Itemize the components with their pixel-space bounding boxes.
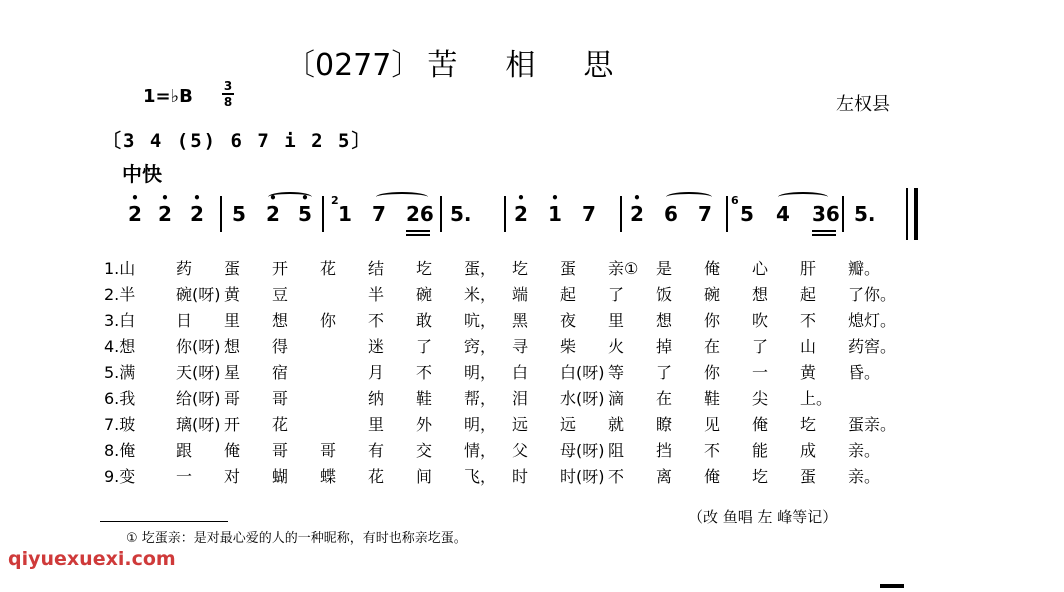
- lyric-syllable: 花: [368, 467, 385, 486]
- lyric-syllable: 4.想: [104, 337, 136, 356]
- lyric-syllable: 水(呀): [560, 389, 605, 408]
- lyric-syllable: 柴: [560, 337, 577, 356]
- lyric-syllable: 圪: [752, 467, 769, 486]
- lyric-syllable: 宿: [272, 363, 289, 382]
- note: 36: [812, 202, 840, 226]
- lyric-syllable: 想: [272, 311, 289, 330]
- lyric-syllable: 帮，: [464, 389, 497, 408]
- lyric-syllable: 想: [752, 285, 769, 304]
- note: 26: [406, 202, 434, 226]
- lyric-syllable: 端: [512, 285, 529, 304]
- lyric-syllable: 花: [320, 259, 337, 278]
- lyric-syllable: 火: [608, 337, 625, 356]
- lyric-syllable: 5.满: [104, 363, 136, 382]
- lyric-syllable: 在: [704, 337, 721, 356]
- lyric-syllable: 里: [224, 311, 241, 330]
- lyric-syllable: 开: [224, 415, 241, 434]
- lyric-syllable: 起: [800, 285, 817, 304]
- lyric-syllable: 月: [368, 363, 385, 382]
- lyric-syllable: 一: [752, 363, 769, 382]
- grace-note: 2: [331, 194, 339, 207]
- lyric-syllable: 想: [224, 337, 241, 356]
- final-barline: [906, 188, 908, 240]
- lyric-syllable: 滴: [608, 389, 625, 408]
- lyric-syllable: 结: [368, 259, 385, 278]
- lyric-syllable: 窖。: [864, 337, 897, 356]
- note: 5: [740, 202, 754, 226]
- lyric-syllable: 吭，: [464, 311, 497, 330]
- lyric-syllable: 黄: [224, 285, 241, 304]
- lyric-syllable: 窍，: [464, 337, 497, 356]
- note: 7: [582, 202, 596, 226]
- lyric-syllable: 远: [560, 415, 577, 434]
- lyric-syllable: 一: [176, 467, 193, 486]
- lyric-syllable: 肝: [800, 259, 817, 278]
- lyric-syllable: 哥: [320, 441, 337, 460]
- lyric-syllable: 你(呀): [176, 337, 221, 356]
- lyric-syllable: 蝶: [320, 467, 337, 486]
- lyric-syllable: 鞋: [416, 389, 433, 408]
- lyric-syllable: 天(呀): [176, 363, 221, 382]
- lyric-syllable: 离: [656, 467, 673, 486]
- footnote: ① 圪蛋亲：是对最心爱的人的一种昵称，有时也称亲圪蛋。: [126, 531, 467, 546]
- barline: [504, 196, 506, 232]
- lyric-syllable: 了: [848, 285, 865, 304]
- lyric-syllable: 瞭: [656, 415, 673, 434]
- intro-phrase: 〔3 4 (5) 6 7 i 2 5〕: [102, 130, 373, 152]
- tempo-marking: 中快: [122, 162, 162, 186]
- lyric-syllable: 鞋: [704, 389, 721, 408]
- duration-underline: [812, 234, 836, 236]
- lyric-syllable: 不: [416, 363, 433, 382]
- lyric-syllable: 哥: [272, 441, 289, 460]
- lyric-syllable: 山: [800, 337, 817, 356]
- lyric-syllable: 2.半: [104, 285, 136, 304]
- lyric-syllable: 瓣。: [848, 259, 881, 278]
- tie: [666, 192, 712, 202]
- barline: [726, 196, 728, 232]
- lyric-syllable: 蛋: [800, 467, 817, 486]
- lyric-syllable: 跟: [176, 441, 193, 460]
- note: 2 •: [266, 191, 280, 226]
- song-title: [285, 40, 661, 84]
- barline: [842, 196, 844, 232]
- lyric-syllable: 你: [704, 363, 721, 382]
- lyric-syllable: 不: [608, 467, 625, 486]
- lyric-syllable: 花: [272, 415, 289, 434]
- lyric-syllable: 夜: [560, 311, 577, 330]
- lyric-syllable: 吹: [752, 311, 769, 330]
- lyric-syllable: 挡: [656, 441, 673, 460]
- lyric-syllable: 日: [176, 311, 193, 330]
- lyric-syllable: 敢: [416, 311, 433, 330]
- note: 1: [338, 202, 352, 226]
- duration-underline: [812, 230, 836, 232]
- lyric-syllable: 亲。: [848, 441, 881, 460]
- lyric-syllable: 等: [608, 363, 625, 382]
- lyric-syllable: 尖: [752, 389, 769, 408]
- site-watermark: qiyuexuexi.com: [8, 548, 176, 570]
- lyric-syllable: 俺: [752, 415, 769, 434]
- lyric-syllable: 想: [656, 311, 673, 330]
- lyric-syllable: 1.山: [104, 259, 136, 278]
- lyric-syllable: 药: [848, 337, 865, 356]
- lyric-syllable: 璃(呀): [176, 415, 221, 434]
- lyric-syllable: 圪: [512, 259, 529, 278]
- lyric-syllable: 对: [224, 467, 241, 486]
- lyric-syllable: 熄: [848, 311, 865, 330]
- page-number-fragment: [880, 584, 904, 588]
- title-char-3: 思: [583, 48, 614, 83]
- lyric-syllable: 碗: [704, 285, 721, 304]
- lyric-syllable: 豆: [272, 285, 289, 304]
- lyric-syllable: 黄: [800, 363, 817, 382]
- lyric-syllable: 见: [704, 415, 721, 434]
- lyric-syllable: 蛋: [848, 415, 865, 434]
- lyric-syllable: 亲。: [848, 467, 881, 486]
- lyric-syllable: 蛋，: [464, 259, 497, 278]
- lyric-syllable: 泪: [512, 389, 529, 408]
- lyric-syllable: 俺: [704, 259, 721, 278]
- note: 2 •: [158, 191, 172, 226]
- lyric-syllable: 圪: [800, 415, 817, 434]
- credit-line: （改 鱼唱 左 峰等记）: [688, 508, 838, 526]
- lyric-syllable: 灯。: [864, 311, 897, 330]
- lyric-syllable: 不: [368, 311, 385, 330]
- grace-note: 6: [731, 194, 739, 207]
- duration-underline: [406, 234, 430, 236]
- barline: [620, 196, 622, 232]
- lyric-syllable: 不: [800, 311, 817, 330]
- lyric-syllable: 阻: [608, 441, 625, 460]
- lyric-syllable: 了: [656, 363, 673, 382]
- lyric-syllable: 母(呀): [560, 441, 605, 460]
- lyric-syllable: 3.白: [104, 311, 136, 330]
- title-char-2: 相: [505, 48, 536, 83]
- lyric-syllable: 迷: [368, 337, 385, 356]
- lyric-syllable: 9.变: [104, 467, 136, 486]
- lyric-syllable: 6.我: [104, 389, 136, 408]
- lyric-syllable: 昏。: [848, 363, 881, 382]
- lyric-syllable: 黑: [512, 311, 529, 330]
- barline: [440, 196, 442, 232]
- key-signature: 1=♭B: [143, 86, 193, 107]
- note: 6: [664, 202, 678, 226]
- lyric-syllable: 交: [416, 441, 433, 460]
- lyric-syllable: 能: [752, 441, 769, 460]
- lyric-syllable: 蛋: [224, 259, 241, 278]
- note: 7: [372, 202, 386, 226]
- lyric-syllable: 星: [224, 363, 241, 382]
- lyric-syllable: 掉: [656, 337, 673, 356]
- song-number: 〔0277〕: [285, 48, 422, 83]
- note: 5.: [450, 202, 472, 226]
- lyric-syllable: 有: [368, 441, 385, 460]
- lyric-syllable: 了: [416, 337, 433, 356]
- region-label: 左权县: [836, 94, 890, 115]
- final-barline: [914, 188, 918, 240]
- time-signature: [222, 80, 234, 108]
- lyric-syllable: 亲①: [608, 259, 639, 278]
- lyric-syllable: 半: [368, 285, 385, 304]
- lyric-syllable: 米，: [464, 285, 497, 304]
- lyric-syllable: 是: [656, 259, 673, 278]
- lyric-syllable: 间: [416, 467, 433, 486]
- lyric-syllable: 白(呀): [560, 363, 605, 382]
- lyric-syllable: 得: [272, 337, 289, 356]
- title-char-1: 苦: [427, 48, 458, 83]
- barline: [220, 196, 222, 232]
- lyric-syllable: 7.玻: [104, 415, 136, 434]
- lyric-syllable: 起: [560, 285, 577, 304]
- lyric-syllable: 在: [656, 389, 673, 408]
- note: 2 •: [514, 191, 528, 226]
- lyric-syllable: 了: [752, 337, 769, 356]
- lyric-syllable: 碗(呀): [176, 285, 221, 304]
- lyric-syllable: 远: [512, 415, 529, 434]
- lyric-syllable: 蝴: [272, 467, 289, 486]
- lyric-syllable: 亲。: [864, 415, 897, 434]
- lyric-syllable: 哥: [224, 389, 241, 408]
- lyric-syllable: 碗: [416, 285, 433, 304]
- tie: [268, 192, 312, 202]
- lyric-syllable: 心: [752, 259, 769, 278]
- lyric-syllable: 明，: [464, 363, 497, 382]
- lyric-syllable: 圪: [416, 259, 433, 278]
- lyric-syllable: 俺: [704, 467, 721, 486]
- lyric-syllable: 里: [368, 415, 385, 434]
- lyric-syllable: 哥: [272, 389, 289, 408]
- time-signature-top: 3: [223, 79, 233, 93]
- note: 7: [698, 202, 712, 226]
- note: 5: [232, 202, 246, 226]
- lyric-syllable: 你。: [864, 285, 897, 304]
- lyric-syllable: 时: [512, 467, 529, 486]
- note: 2 •: [128, 191, 142, 226]
- lyric-syllable: 就: [608, 415, 625, 434]
- lyric-syllable: 8.俺: [104, 441, 136, 460]
- lyric-syllable: 成: [800, 441, 817, 460]
- time-signature-bottom: 8: [223, 95, 233, 109]
- duration-underline: [406, 230, 430, 232]
- lyric-syllable: 里: [608, 311, 625, 330]
- lyric-syllable: 药: [176, 259, 193, 278]
- lyric-syllable: 不: [704, 441, 721, 460]
- lyric-syllable: 寻: [512, 337, 529, 356]
- note: 4: [776, 202, 790, 226]
- lyric-syllable: 你: [320, 311, 337, 330]
- lyric-syllable: 白: [512, 363, 529, 382]
- lyric-syllable: 外: [416, 415, 433, 434]
- lyric-syllable: 你: [704, 311, 721, 330]
- lyric-syllable: 了: [608, 285, 625, 304]
- note: 5 •: [298, 191, 312, 226]
- lyric-syllable: 情，: [464, 441, 497, 460]
- lyric-syllable: 给(呀): [176, 389, 221, 408]
- lyric-syllable: 父: [512, 441, 529, 460]
- lyric-syllable: 纳: [368, 389, 385, 408]
- lyric-syllable: 俺: [224, 441, 241, 460]
- footnote-rule: [100, 521, 228, 522]
- lyric-syllable: 飞，: [464, 467, 497, 486]
- barline: [322, 196, 324, 232]
- lyric-syllable: 明，: [464, 415, 497, 434]
- lyric-syllable: 上。: [800, 389, 833, 408]
- lyric-syllable: 时(呀): [560, 467, 605, 486]
- lyric-syllable: 蛋: [560, 259, 577, 278]
- tie: [376, 192, 428, 202]
- note: 5.: [854, 202, 876, 226]
- note: 1 •: [548, 191, 562, 226]
- note: 2 •: [190, 191, 204, 226]
- note: 2 •: [630, 191, 644, 226]
- tie: [778, 192, 828, 202]
- lyric-syllable: 饭: [656, 285, 673, 304]
- lyric-syllable: 开: [272, 259, 289, 278]
